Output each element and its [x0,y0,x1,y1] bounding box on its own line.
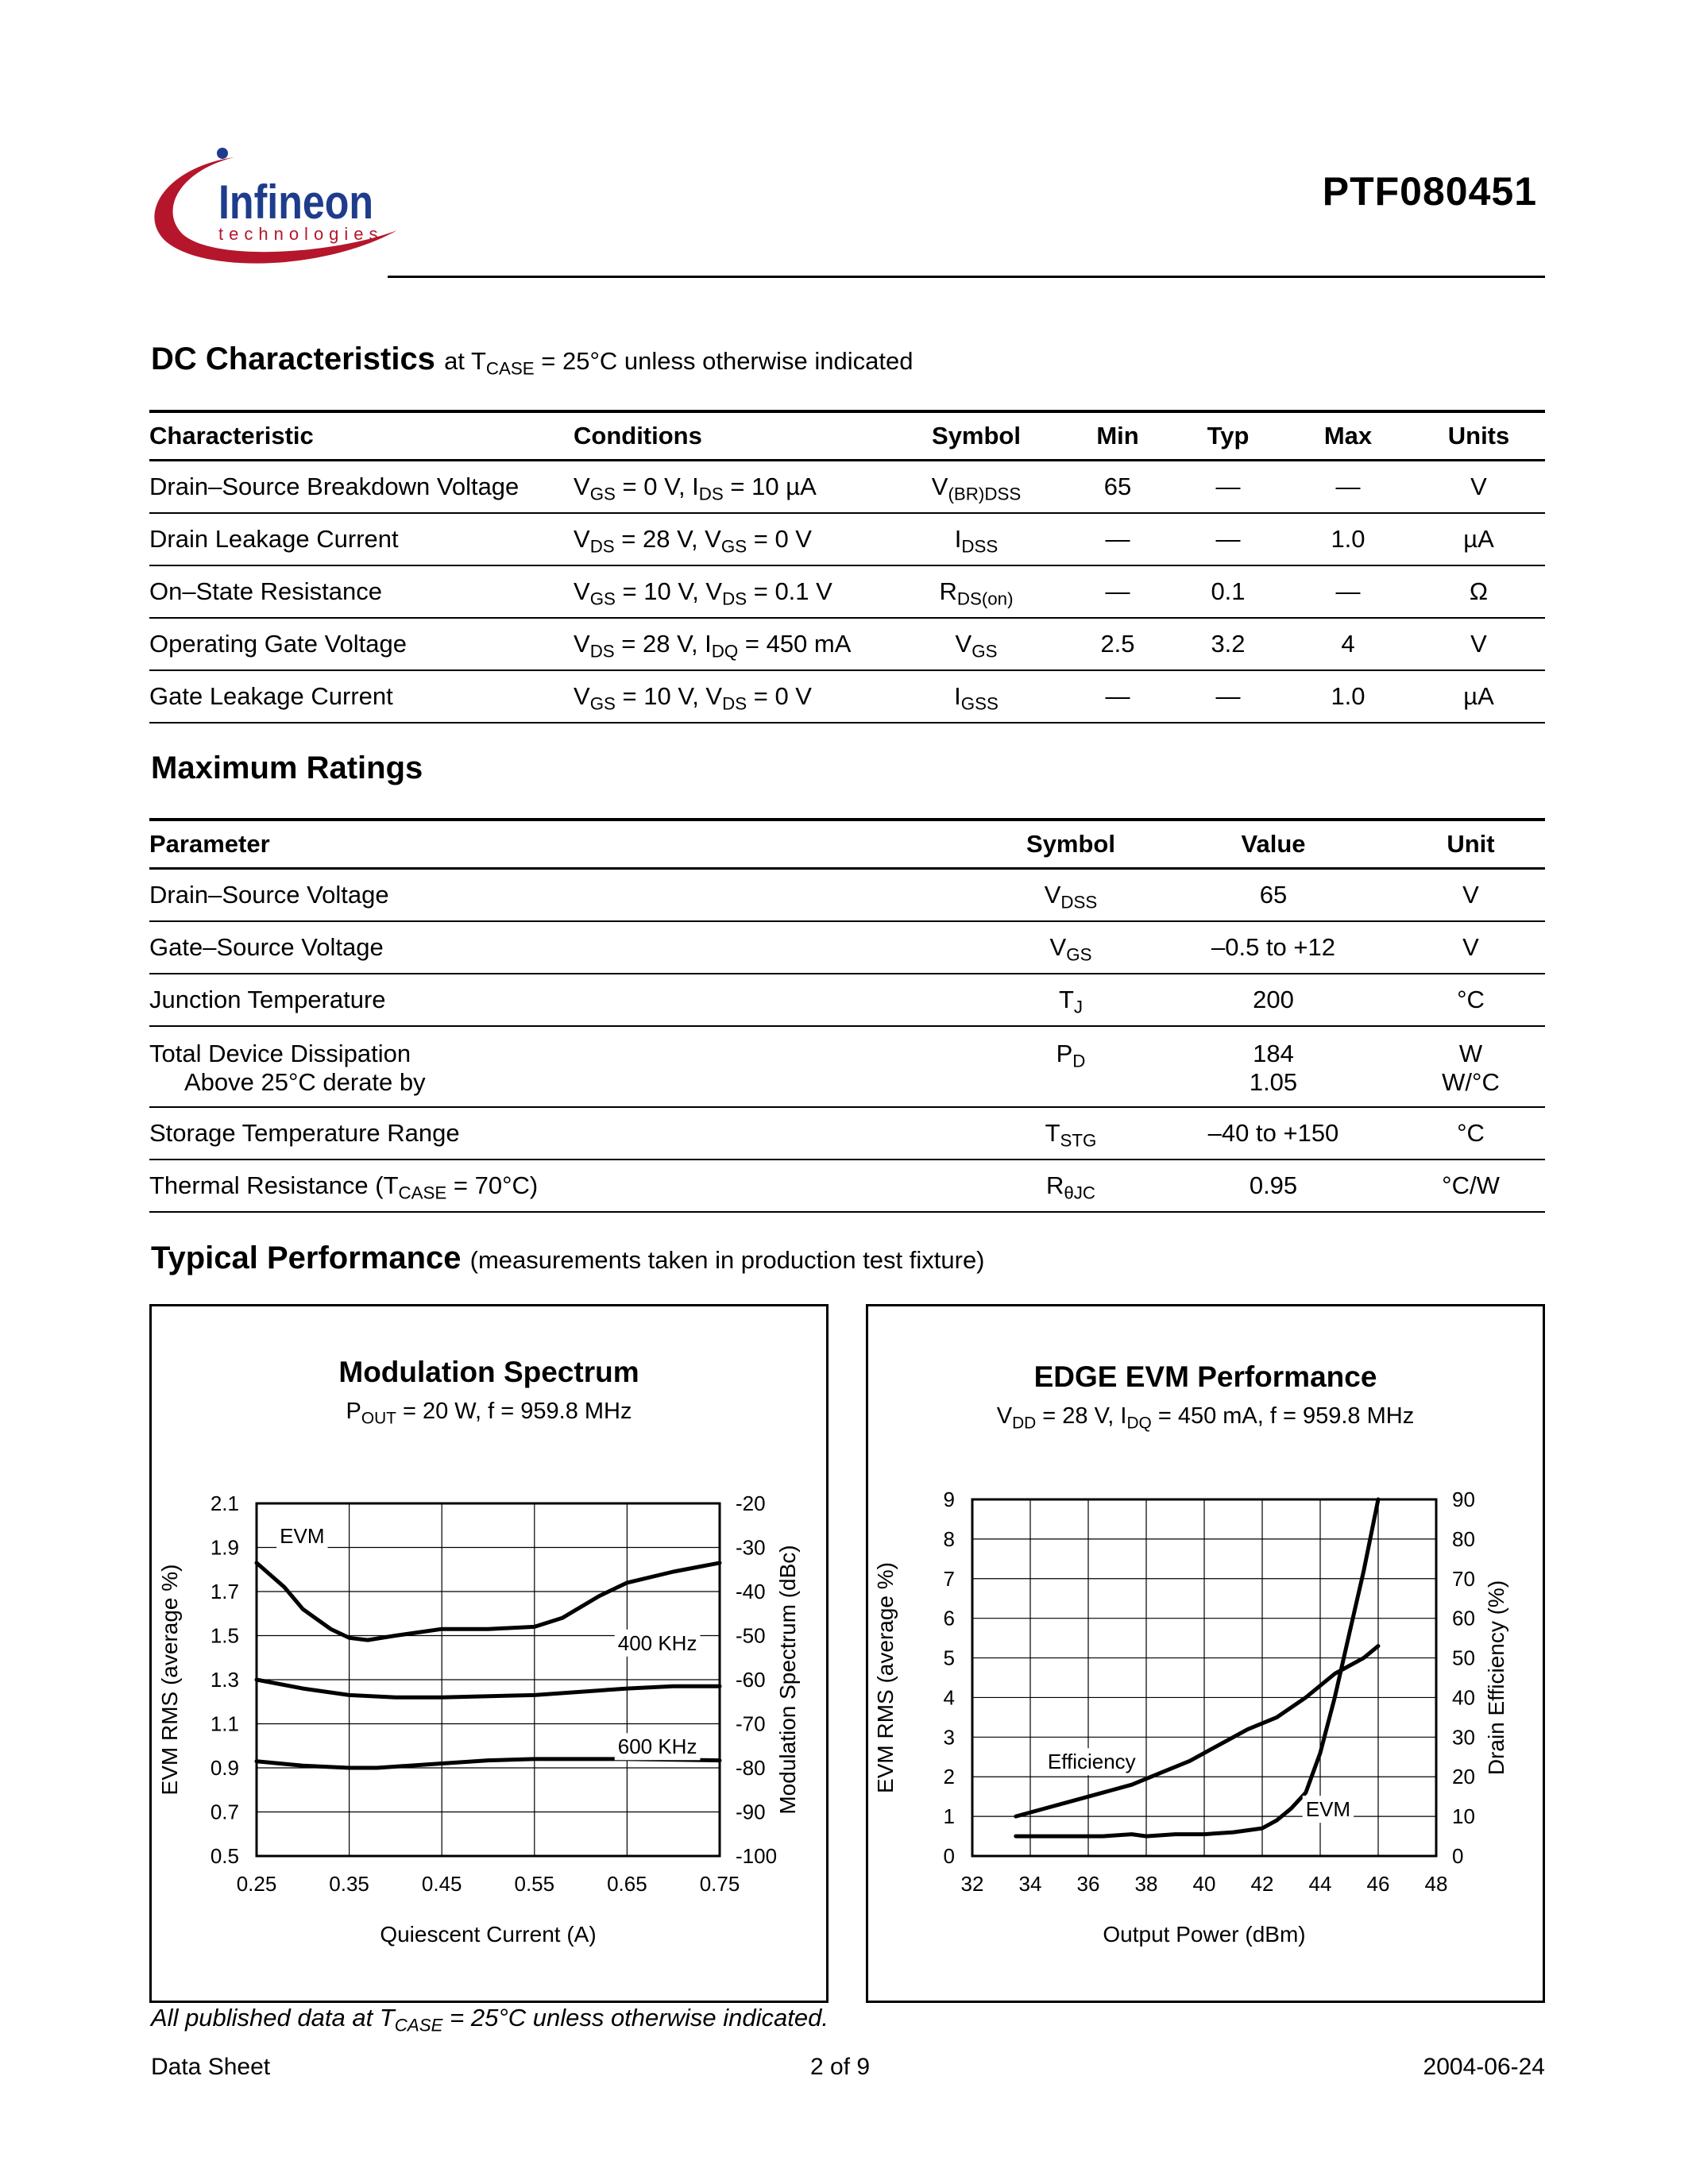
x-tick-label: 48 [1424,1872,1448,1896]
dc-header: Units [1447,422,1510,450]
max-cell-parameter: Above 25°C derate by [184,1068,426,1096]
dc-cell-units: V [1470,473,1487,500]
max-row [149,1068,1545,1107]
dc-cell-symbol: $R_{DS(on)}$ [939,577,1014,609]
max-cell-unit: V [1462,933,1479,961]
max-row [149,1160,1545,1212]
typical-subtitle: (measurements taken in production test fixture) [469,1246,985,1274]
x-tick-label: 40 [1192,1872,1216,1896]
y2-tick-label: 20 [1452,1765,1475,1789]
max-cell-symbol: $P_D$ [1056,1040,1086,1071]
dc-cell-units: V [1470,630,1487,658]
max-cell-symbol: $V_{DSS}$ [1044,881,1098,913]
x-tick-label: 36 [1076,1872,1100,1896]
dc-cell-conditions: $V_{DS} = 28$ V, $I_{DQ} = 450$ mA [574,630,852,662]
dc-cell-characteristic: Drain Leakage Current [149,525,399,553]
y2-tick-label: 10 [1452,1804,1475,1829]
y2-tick-label: -100 [736,1844,778,1868]
max-cell-symbol [991,1068,1150,1107]
dc-cell-characteristic: Gate Leakage Current [149,682,393,710]
y2-tick-label: 0 [1452,1844,1464,1868]
max-cell-symbol: $T_{STG}$ [1045,1119,1097,1151]
y-tick-label: 5 [943,1646,955,1670]
dc-cell-min: 2.5 [1100,630,1135,658]
logo-sub: technologies [218,224,384,244]
max-row [149,921,1545,974]
x-tick-label: 44 [1308,1872,1332,1896]
dc-header: Max [1323,422,1373,450]
dc-header-row [149,411,1545,461]
y2-tick-label: 70 [1452,1566,1475,1591]
chart-title: EDGE EVM Performance [1033,1360,1377,1393]
dc-row [149,565,1545,618]
max-row [149,974,1545,1026]
max-header-row [149,820,1545,869]
footer-date: 2004-06-24 [1423,2054,1545,2080]
dc-cell-characteristic: On–State Resistance [149,577,382,605]
y-tick-label: 0.7 [210,1800,239,1824]
dc-cell-symbol: $I_{DSS}$ [954,525,999,557]
max-row [149,869,1545,922]
y-tick-label: 1 [943,1804,955,1829]
y2-tick-label: -50 [736,1623,766,1648]
dc-cell-max: 1.0 [1331,682,1365,710]
dc-row [149,461,1545,514]
y2-tick-label: 40 [1452,1685,1475,1710]
max-header: Value [1241,830,1306,858]
max-cell-symbol: $R_{\theta JC}$ [1045,1171,1096,1203]
y-axis-label: EVM RMS (average %) [873,1562,898,1793]
dc-row [149,670,1545,723]
dc-cell-characteristic: Operating Gate Voltage [149,630,408,658]
dc-cell-min: 65 [1103,473,1132,500]
max-row [149,1107,1545,1160]
dc-cell-units: Ω [1469,577,1489,605]
y2-tick-label: -40 [736,1580,766,1603]
y-tick-label: 1.1 [210,1711,239,1736]
series-label: 600 KHz [617,1734,697,1759]
dc-header: Symbol [932,422,1021,450]
footer-left: Data Sheet [151,2054,271,2080]
infineon-logo [143,143,461,286]
x-tick-label: 46 [1366,1872,1390,1896]
y-tick-label: 2 [943,1765,955,1789]
x-axis-label: Output Power (dBm) [1103,1922,1306,1947]
y2-tick-label: -90 [736,1800,766,1824]
dc-cell-conditions: $V_{DS} = 28$ V, $V_{GS} = 0$ V [574,525,812,557]
max-cell-value: 1.05 [1249,1068,1298,1096]
dc-cell-max: 4 [1341,630,1355,658]
max-cell-unit: °C [1457,986,1485,1013]
part-number: PTF080451 [1322,169,1537,214]
y-tick-label: 0 [943,1844,955,1868]
typical-title: Typical Performance [151,1241,462,1275]
chart1-plot [152,1306,826,2001]
y2-tick-label: 30 [1452,1725,1475,1750]
footer-page: 2 of 9 [810,2054,871,2080]
max-header: Unit [1447,830,1495,858]
x-tick-label: 0.35 [329,1872,369,1896]
dc-cell-conditions: $V_{GS} = 0$ V, $I_{DS} = 10$ µA [574,473,817,504]
y2-axis-label: Modulation Spectrum (dBc) [775,1545,800,1815]
max-header: Symbol [1026,830,1115,858]
max-title: Maximum Ratings [151,751,423,785]
dc-cell-symbol: $V_{GS}$ [955,630,998,662]
dc-row [149,618,1545,670]
x-tick-label: 0.25 [236,1872,277,1896]
x-tick-label: 42 [1250,1872,1274,1896]
x-tick-label: 0.75 [699,1872,740,1896]
dc-subtitle-sub: CASE [485,358,535,379]
series-line-efficiency [1016,1646,1378,1817]
y-tick-label: 9 [943,1488,955,1511]
y-tick-label: 1.7 [210,1580,239,1603]
max-cell-unit: °C/W [1442,1171,1500,1199]
max-cell-unit: W [1458,1040,1483,1067]
max-cell-value: 65 [1259,881,1288,909]
dc-cell-typ: — [1215,473,1241,500]
y2-tick-label: -30 [736,1535,766,1560]
y-tick-label: 8 [943,1526,955,1551]
dc-cell-min: — [1105,682,1130,710]
series-label: EVM [1305,1797,1351,1822]
dc-cell-characteristic: Drain–Source Breakdown Voltage [149,473,520,500]
x-tick-label: 32 [960,1872,984,1896]
max-cell-unit: °C [1457,1119,1485,1147]
x-axis-label: Quiescent Current (A) [380,1922,597,1947]
y-tick-label: 1.5 [210,1623,239,1648]
dc-cell-units: µA [1463,525,1494,553]
dc-cell-typ: — [1215,682,1241,710]
max-header: Parameter [149,830,270,858]
max-cell-parameter: Drain–Source Voltage [149,881,389,909]
max-row [149,1026,1545,1068]
chart-subtitle: $V_{DD} = 28$ V, $I_{DQ} = 450$ mA, f = 959.8 MHz [996,1403,1415,1433]
max-cell-value: –40 to +150 [1207,1119,1339,1147]
y-axis-label: EVM RMS (average %) [157,1564,182,1796]
max-ratings-table [149,818,1545,1213]
max-cell-symbol: $V_{GS}$ [1049,933,1092,965]
dc-section-title [151,341,913,377]
dc-header: Characteristic [149,422,314,450]
y2-tick-label: 90 [1452,1488,1475,1511]
max-cell-value: –0.5 to +12 [1211,933,1335,961]
max-cell-symbol: $T_J$ [1058,986,1083,1017]
chart2-plot [868,1306,1543,2001]
series-label: 400 KHz [617,1630,697,1655]
x-tick-label: 0.45 [421,1872,462,1896]
footnote: All published data at $T_{CASE} = 25^\circ C$ unless otherwise indicated. [151,2004,829,2035]
dc-header: Min [1096,422,1139,450]
max-cell-value: 200 [1253,986,1294,1013]
max-cell-parameter: Storage Temperature Range [149,1119,460,1147]
y2-tick-label: -60 [736,1668,766,1692]
series-line-400-khz [257,1680,720,1697]
dc-cell-min: — [1105,577,1130,605]
logo-name: Infineon [218,176,373,229]
dc-row [149,513,1545,565]
dc-cell-max: — [1335,473,1361,500]
max-cell-value: 0.95 [1249,1171,1298,1199]
chart-subtitle: $P_{OUT} = 20$ W, f = 959.8 MHz [346,1399,632,1428]
y2-tick-label: 80 [1452,1526,1475,1551]
max-cell-parameter: Gate–Source Voltage [149,933,384,961]
y2-tick-label: -80 [736,1756,766,1780]
y2-tick-label: -70 [736,1711,766,1736]
dc-header: Typ [1207,422,1250,450]
max-cell-parameter: Junction Temperature [149,986,386,1013]
x-tick-label: 0.55 [514,1872,555,1896]
y-tick-label: 4 [943,1685,955,1710]
dc-cell-typ: 0.1 [1211,577,1246,605]
dc-cell-max: 1.0 [1331,525,1365,553]
max-cell-value: 184 [1253,1040,1294,1067]
header-rule [388,276,1545,278]
dc-cell-conditions: $V_{GS} = 10$ V, $V_{DS} = 0$ V [574,682,812,714]
x-tick-label: 0.65 [607,1872,647,1896]
y-tick-label: 0.5 [210,1844,239,1868]
y-tick-label: 3 [943,1725,955,1750]
dc-subtitle-pre: at T [444,347,486,375]
series-line-600-khz [257,1759,720,1768]
chart-title: Modulation Spectrum [338,1356,639,1388]
dc-table [149,410,1545,723]
y-tick-label: 0.9 [210,1756,239,1780]
dc-cell-units: µA [1463,682,1494,710]
edge-evm-chart [866,1304,1545,2003]
y-tick-label: 2.1 [210,1491,239,1515]
y-tick-label: 6 [943,1606,955,1630]
y-tick-label: 1.9 [210,1535,239,1560]
dc-cell-conditions: $V_{GS} = 10$ V, $V_{DS} = 0.1$ V [574,577,832,609]
y2-tick-label: 50 [1452,1646,1475,1670]
max-cell-parameter: Total Device Dissipation [149,1040,411,1067]
dc-cell-typ: 3.2 [1211,630,1246,658]
x-tick-label: 38 [1134,1872,1158,1896]
y-tick-label: 1.3 [210,1668,239,1692]
dc-header: Conditions [574,422,702,450]
typical-section-title [151,1241,985,1276]
series-line-evm [1016,1499,1378,1836]
dc-cell-typ: — [1215,525,1241,553]
y2-tick-label: -20 [736,1491,766,1515]
series-label: EVM [280,1523,325,1548]
dc-subtitle-post: = 25°C unless otherwise indicated [534,347,914,375]
dc-cell-symbol: $I_{GSS}$ [954,682,999,714]
dc-cell-max: — [1335,577,1361,605]
dc-title: DC Characteristics [151,341,435,376]
x-tick-label: 34 [1018,1872,1042,1896]
dc-cell-min: — [1105,525,1130,553]
max-cell-parameter: Thermal Resistance $(T_{CASE} = 70^\circ C)$ [149,1171,539,1203]
y2-tick-label: 60 [1452,1606,1475,1630]
modulation-spectrum-chart [149,1304,829,2003]
max-cell-unit: V [1462,881,1479,909]
series-line-evm [257,1563,720,1640]
series-label: Efficiency [1047,1750,1136,1774]
max-cell-unit: W/°C [1442,1068,1500,1096]
dc-cell-symbol: $V_{(BR)DSS}$ [931,473,1022,504]
y-tick-label: 7 [943,1566,955,1591]
y2-axis-label: Drain Efficiency (%) [1484,1580,1508,1776]
